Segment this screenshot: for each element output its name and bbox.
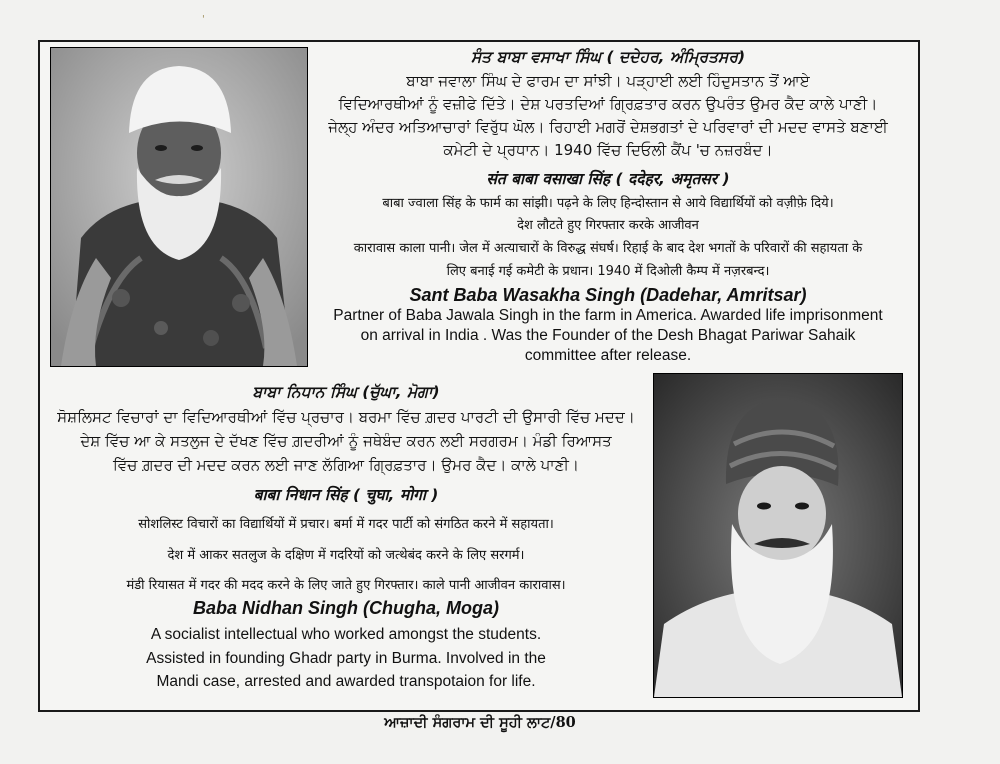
nidhan-punjabi-line: ਸੋਸ਼ਲਿਸਟ ਵਿਚਾਰਾਂ ਦਾ ਵਿਦਿਆਰਥੀਆਂ ਵਿੱਚ ਪ੍ਰਚਾਰ। ਬਰਮਾ ਵਿੱਚ ਗ਼ਦਰ ਪਾਰਟੀ ਦੀ ਉਸਾਰੀ ਵਿੱਚ ਮਦਦ। (57, 408, 635, 426)
wasakha-punjabi-line: ਬਾਬਾ ਜਵਾਲਾ ਸਿੰਘ ਦੇ ਫਾਰਮ ਦਾ ਸਾਂਝੀ। ਪੜ੍ਹਾਈ ਲਈ ਹਿੰਦੁਸਤਾਨ ਤੋਂ ਆਏ (406, 72, 810, 90)
nidhan-hindi-heading: बाबा निधान सिंह ( चुघा, मोगा ) (253, 486, 439, 504)
nidhan-punjabi-line: ਵਿੱਚ ਗ਼ਦਰ ਦੀ ਮਦਦ ਕਰਨ ਲਈ ਜਾਣ ਲੱਗਿਆ ਗ੍ਰਿਫ਼ਤਾਰ। ਉਮਰ ਕੈਦ। ਕਾਲੇ ਪਾਣੀ। (113, 456, 579, 474)
wasakha-hindi-line: लिए बनाई गई कमेटी के प्रधान। 1940 में दिओली कैम्प में नज़रबन्द। (446, 264, 770, 279)
wasakha-hindi-line: देश लौटते हुए गिरफ्तार करके आजीवन (517, 218, 699, 233)
portrait-nidhan-singh (653, 373, 903, 698)
wasakha-punjabi-line: ਜੇਲ੍ਹ ਅੰਦਰ ਅਤਿਆਚਾਰਾਂ ਵਿਰੁੱਧ ਘੋਲ। ਰਿਹਾਈ ਮਗਰੋਂ ਦੇਸ਼ਭਗਤਾਂ ਦੇ ਪਰਿਵਾਰਾਂ ਦੀ ਮਦਦ ਵਾਸਤੇ ਬਣਾਈ (328, 118, 888, 136)
wasakha-english-line: committee after release. (524, 347, 692, 364)
wasakha-punjabi-line: ਕਮੇਟੀ ਦੇ ਪ੍ਰਧਾਨ। 1940 ਵਿੱਚ ਦਿਓਲੀ ਕੈਂਪ 'ਚ ਨਜ਼ਰਬੰਦ। (443, 141, 773, 159)
wasakha-punjabi-line: ਵਿਦਿਆਰਥੀਆਂ ਨੂੰ ਵਜ਼ੀਫੇ ਦਿੱਤੇ। ਦੇਸ਼ ਪਰਤਦਿਆਂ ਗ੍ਰਿਫ਼ਤਾਰ ਕਰਨ ਉਪਰੰਤ ਉਮਰ ਕੈਦ ਕਾਲੇ ਪਾਣੀ। (338, 95, 878, 113)
wasakha-hindi-line: कारावास काला पानी। जेल में अत्याचारों के विरुद्ध संघर्ष। रिहाई के बाद देश भगतों के परिवारों की सहायता के (353, 241, 863, 256)
wasakha-hindi-heading: संत बाबा वसाखा सिंह ( ददेहर, अमृतसर ) (486, 170, 730, 188)
wasakha-hindi-line: बाबा ज्वाला सिंह के फार्म का सांझी। पढ़ने के लिए हिन्दोस्तान से आये विद्यार्थियों को वज़ीफ़े दिये। (382, 196, 834, 211)
wasakha-english-heading: Sant Baba Wasakha Singh (Dadehar, Amritsar) (409, 285, 807, 305)
nidhan-english-heading: Baba Nidhan Singh (Chugha, Moga) (193, 598, 499, 618)
wasakha-english-line: Partner of Baba Jawala Singh in the farm in America. Awarded life imprisonment (333, 307, 883, 324)
wasakha-punjabi-heading: ਸੰਤ ਬਾਬਾ ਵਸਾਖਾ ਸਿੰਘ ( ਦਦੇਹਰ, ਅੰਮ੍ਰਿਤਸਰ) (470, 48, 746, 66)
wasakha-english-line: on arrival in India . Was the Founder of the Desh Bhagat Pariwar Sahaik (360, 327, 856, 344)
portrait-wasakha-singh (50, 47, 308, 367)
nidhan-hindi-line: मंडी रियासत में गदर की मदद करने के लिए जाते हुए गिरफ्तार। काले पानी आजीवन कारावास। (126, 578, 566, 593)
nidhan-english-line: Assisted in founding Ghadr party in Burma. Involved in the (146, 650, 546, 667)
nidhan-hindi-line: सोशलिस्ट विचारों का विद्यार्थियों में प्रचार। बर्मा में गदर पार्टी को संगठित करने में सहायता। (138, 517, 554, 532)
nidhan-english-line: A socialist intellectual who worked amongst the students. (150, 626, 542, 643)
nidhan-punjabi-line: ਦੇਸ਼ ਵਿੱਚ ਆ ਕੇ ਸਤਲੁਜ ਦੇ ਦੱਖਣ ਵਿੱਚ ਗ਼ਦਰੀਆਂ ਨੂੰ ਜਥੇਬੰਦ ਕਰਨ ਲਈ ਸਰਗਰਮ। ਮੰਡੀ ਰਿਆਸਤ (80, 432, 612, 450)
corner-mark: ' (202, 14, 205, 25)
page-footer: ਆਜ਼ਾਦੀ ਸੰਗਰਾਮ ਦੀ ਸੂਹੀ ਲਾਟ/80 (384, 714, 576, 731)
nidhan-hindi-line: देश में आकर सतलुज के दक्षिण में गदरियों को जत्थेबंद करने के लिए सरगर्म। (167, 548, 525, 563)
nidhan-punjabi-heading: ਬਾਬਾ ਨਿਧਾਨ ਸਿੰਘ (ਚੁੱਘਾ, ਮੋਗਾ) (252, 383, 440, 401)
nidhan-english-line: Mandi case, arrested and awarded transpotaion for life. (156, 673, 536, 690)
